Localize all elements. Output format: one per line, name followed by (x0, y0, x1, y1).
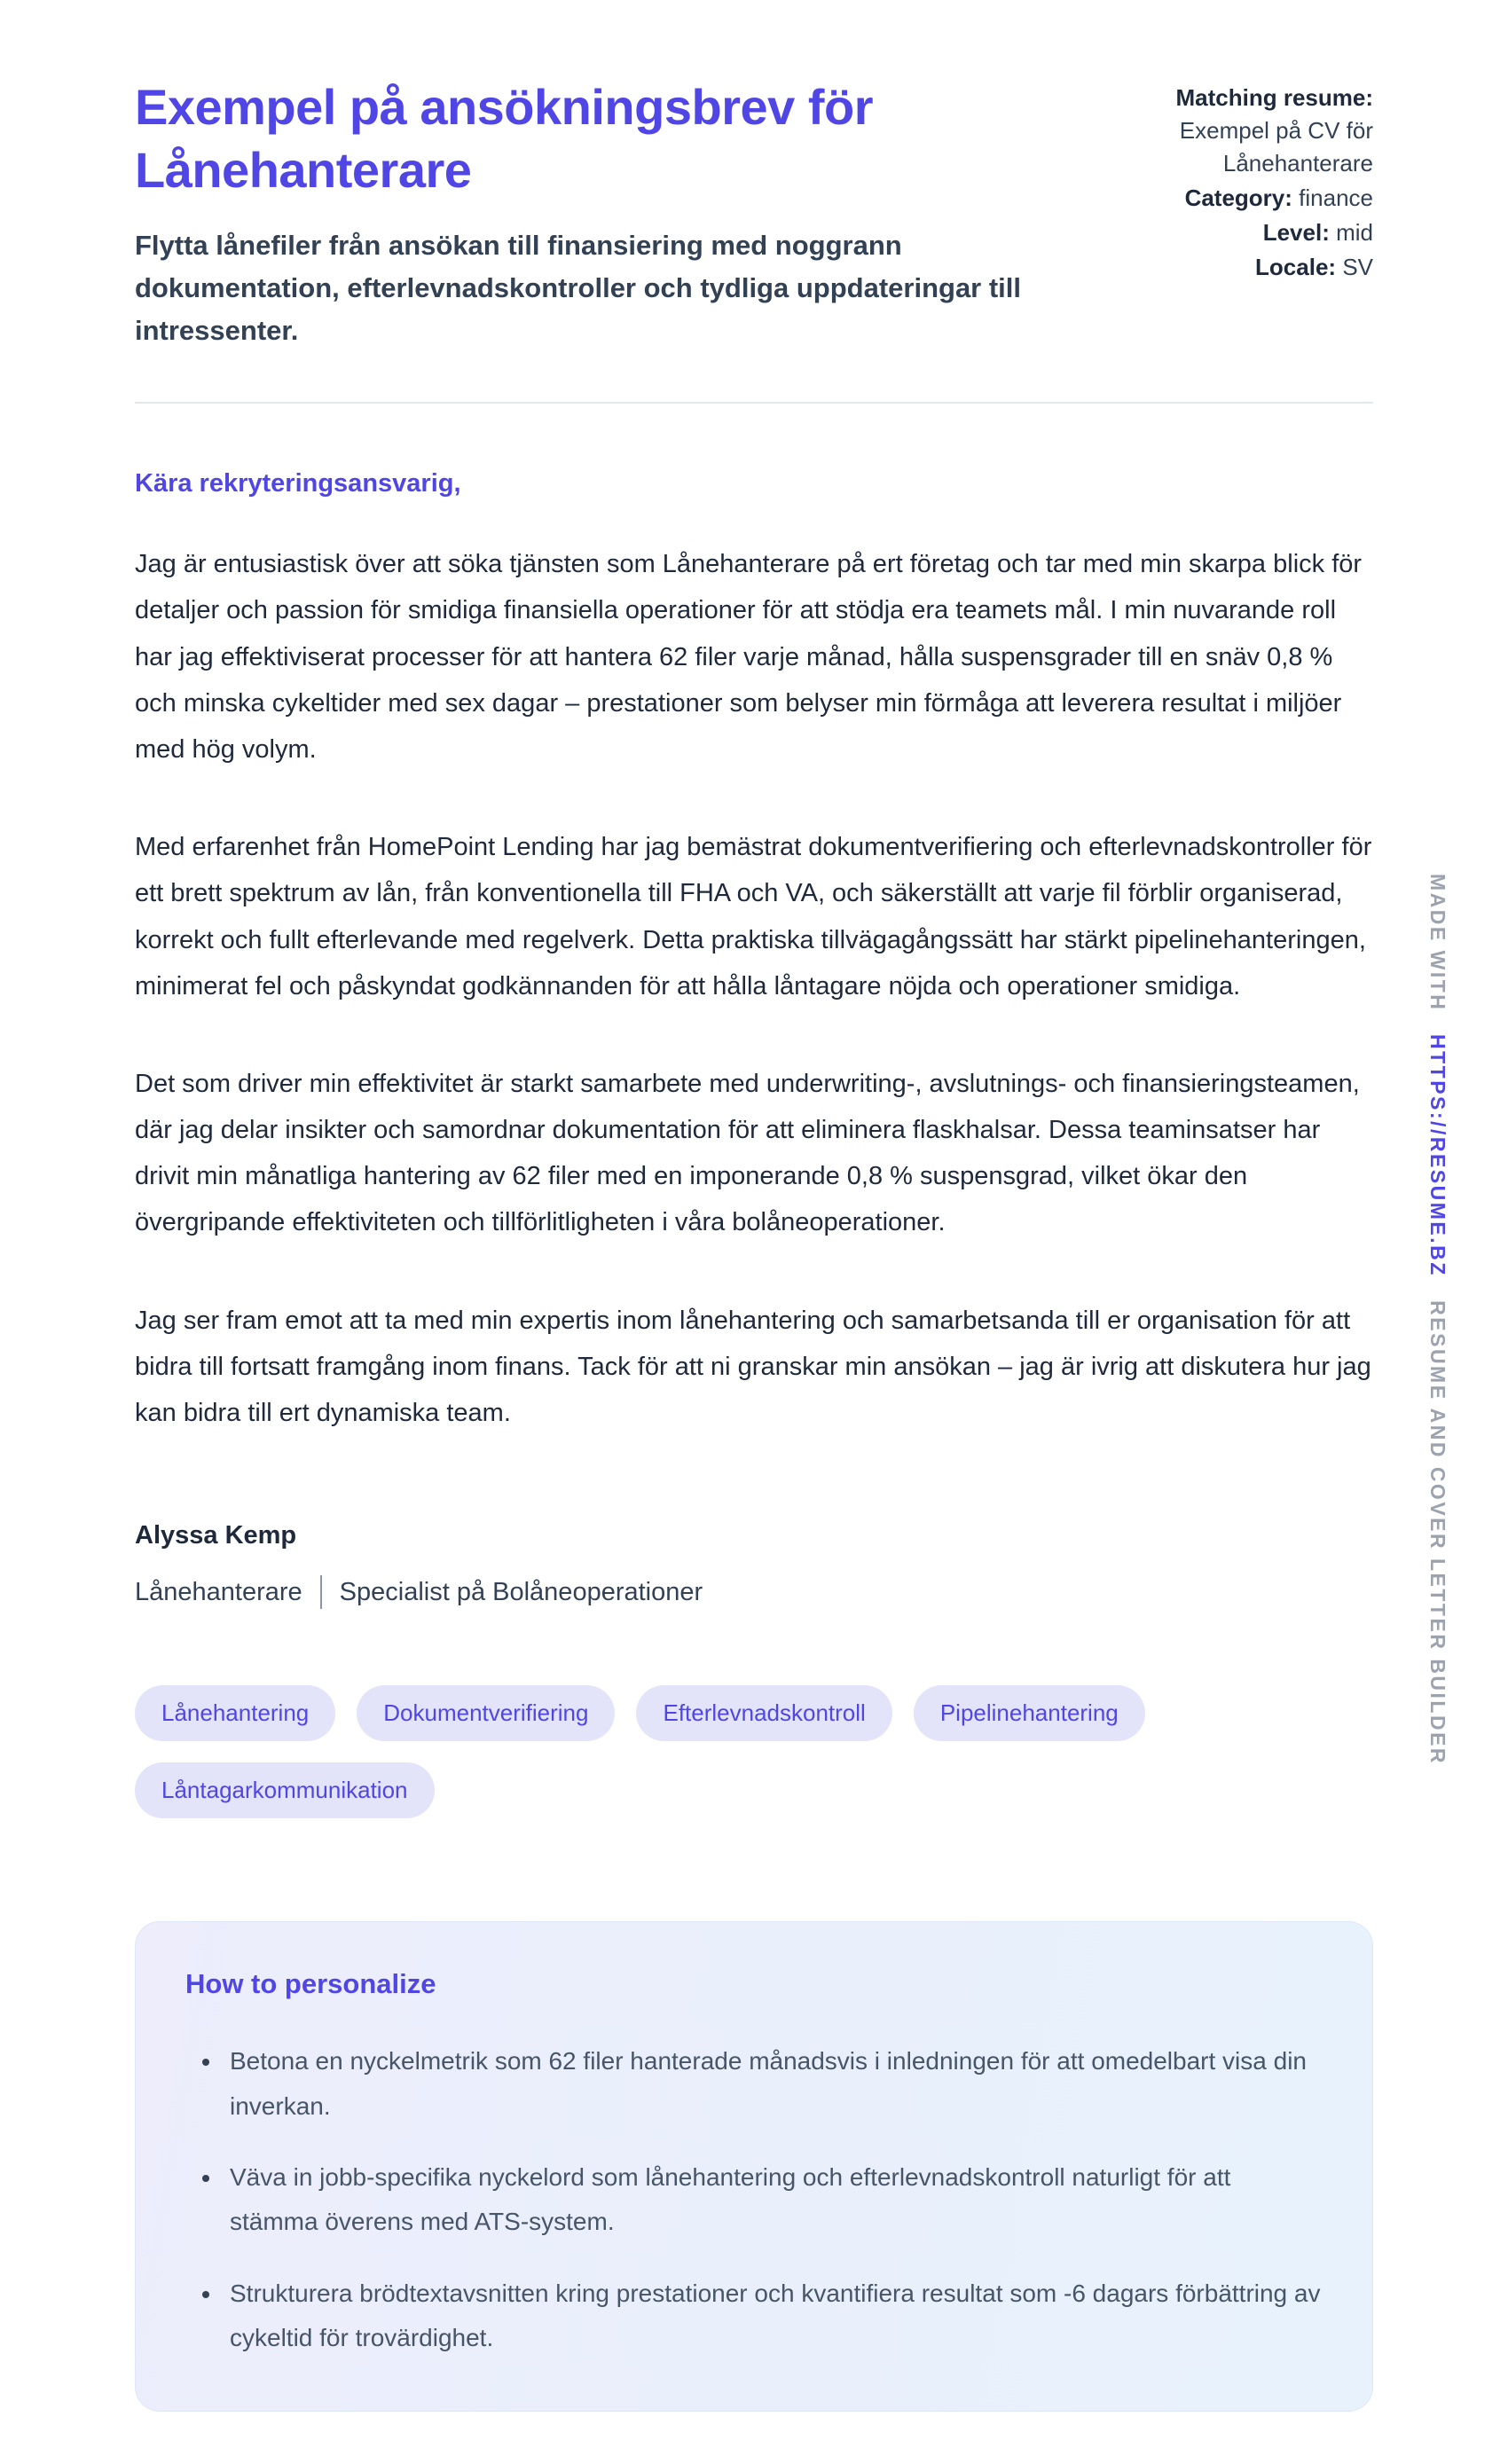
letter-paragraph: Med erfarenhet från HomePoint Lending har jag bemästrat dokumentverifiering och efterlevnadskontroller för ett brett spektrum av lån, från konventionella till FHA och VA, och säkerställt att varje fil förblir organiserad, korrekt och fullt efterlevande med regelverk. Detta praktiska tillvägagångssätt har stärkt pipelinehanteringen, minimerat fel och påskyndat godkännanden för att hålla låntagare nöjda och operationer smidiga. (135, 833, 1372, 1001)
tip-item (223, 2272, 1323, 2361)
letter-greeting: Kära rekryteringsansvarig, (135, 469, 461, 498)
tip-item (223, 2039, 1323, 2129)
matching-resume-label-text: Matching resume: (1175, 84, 1373, 111)
skill-tag: Lånehantering (135, 1685, 335, 1741)
locale-label: Locale: (1255, 253, 1337, 280)
level-row (1103, 216, 1373, 249)
signature-specialty: Specialist på Bolåneoperationer (339, 1577, 703, 1606)
personalize-tips-list (185, 2039, 1323, 2360)
matching-resume-link[interactable]: Exempel på CV för Lånehanterare (1179, 116, 1373, 177)
category-value: finance (1299, 184, 1373, 211)
page-title: Exempel på ansökningsbrev för Lånehanterare (135, 79, 873, 198)
skill-tag: Låntagarkommunikation (135, 1762, 435, 1818)
letter-paragraph: Jag ser fram emot att ta med min expertis inom lånehantering och samarbetsanda till er organisation för att bidra till fortsatt framgång inom finans. Tack för att ni granskar min ansökan – jag är ivrig att diskutera hur jag kan bidra till ert dynamiska team. (135, 1306, 1371, 1428)
signature-title-line (135, 1575, 1373, 1609)
signature-divider (320, 1575, 322, 1609)
header-divider (135, 402, 1373, 404)
skill-tags (135, 1685, 1199, 1818)
tip-text: Betona en nyckelmetrik som 62 filer hanterade månadsvis i inledningen för att omedelbart visa din inverkan. (230, 2047, 1307, 2120)
letter-paragraph: Jag är entusiastisk över att söka tjänsten som Lånehanterare på ert företag och tar med min skarpa blick för detaljer och passion för smidiga finansiella operationer för att stödja era teamets mål. I min nuvarande roll har jag effektiviserat processer för att hantera 62 filer varje månad, hålla suspensgrader till en snäv 0,8 % och minska cykeltider med sex dagar – prestationer som belyser min förmåga att leverera resultat i miljöer med hög volym. (135, 550, 1363, 764)
tip-text: Väva in jobb-specifika nyckelord som lånehantering och efterlevnadskontroll naturligt för att stämma överens med ATS-system. (230, 2163, 1231, 2236)
letter-body (135, 469, 1373, 1818)
level-value: mid (1336, 218, 1373, 246)
skill-tag: Dokumentverifiering (357, 1685, 615, 1741)
category-label: Category: (1184, 184, 1292, 211)
made-with-prefix: MADE WITH (1426, 874, 1449, 1012)
category-row (1103, 182, 1373, 215)
signature-role: Lånehanterare (135, 1577, 302, 1606)
resume-bz-link[interactable]: HTTPS://RESUME.BZ (1426, 1034, 1449, 1278)
tip-item (223, 2155, 1323, 2245)
skill-tag: Efterlevnadskontroll (636, 1685, 891, 1741)
how-to-personalize-box (135, 1921, 1373, 2411)
matching-resume-label (1103, 82, 1373, 114)
page-subtitle: Flytta lånefiler från ansökan till finansiering med noggrann dokumentation, efterlevnadskontroller och tydliga uppdateringar till intressenter. (135, 230, 1022, 347)
page-header (135, 76, 1373, 352)
made-with-suffix: RESUME AND COVER LETTER BUILDER (1426, 1300, 1449, 1766)
made-with-watermark (1426, 874, 1449, 1765)
personalize-title: How to personalize (185, 1968, 436, 2000)
header-title-block (135, 76, 1067, 352)
locale-row (1103, 251, 1373, 284)
level-label: Level: (1262, 218, 1330, 246)
letter-paragraph: Det som driver min effektivitet är starkt samarbete med underwriting-, avslutnings- och finansieringsteamen, där jag delar insikter och samordnar dokumentation för att eliminera flaskhalsar. Dessa teaminsatser har drivit min månatliga hantering av 62 filer med en imponerande 0,8 % suspensgrad, vilket ökar den övergripande effektiviteten och tillförlitligheten i våra bolåneoperationer. (135, 1069, 1360, 1237)
signature-name: Alyssa Kemp (135, 1521, 297, 1550)
tip-text: Strukturera brödtextavsnitten kring prestationer och kvantifiera resultat som -6 dagars förbättring av cykeltid för trovärdighet. (230, 2279, 1321, 2352)
skill-tag: Pipelinehantering (914, 1685, 1145, 1741)
matching-resume-panel (1103, 76, 1373, 283)
locale-value: SV (1342, 253, 1373, 280)
